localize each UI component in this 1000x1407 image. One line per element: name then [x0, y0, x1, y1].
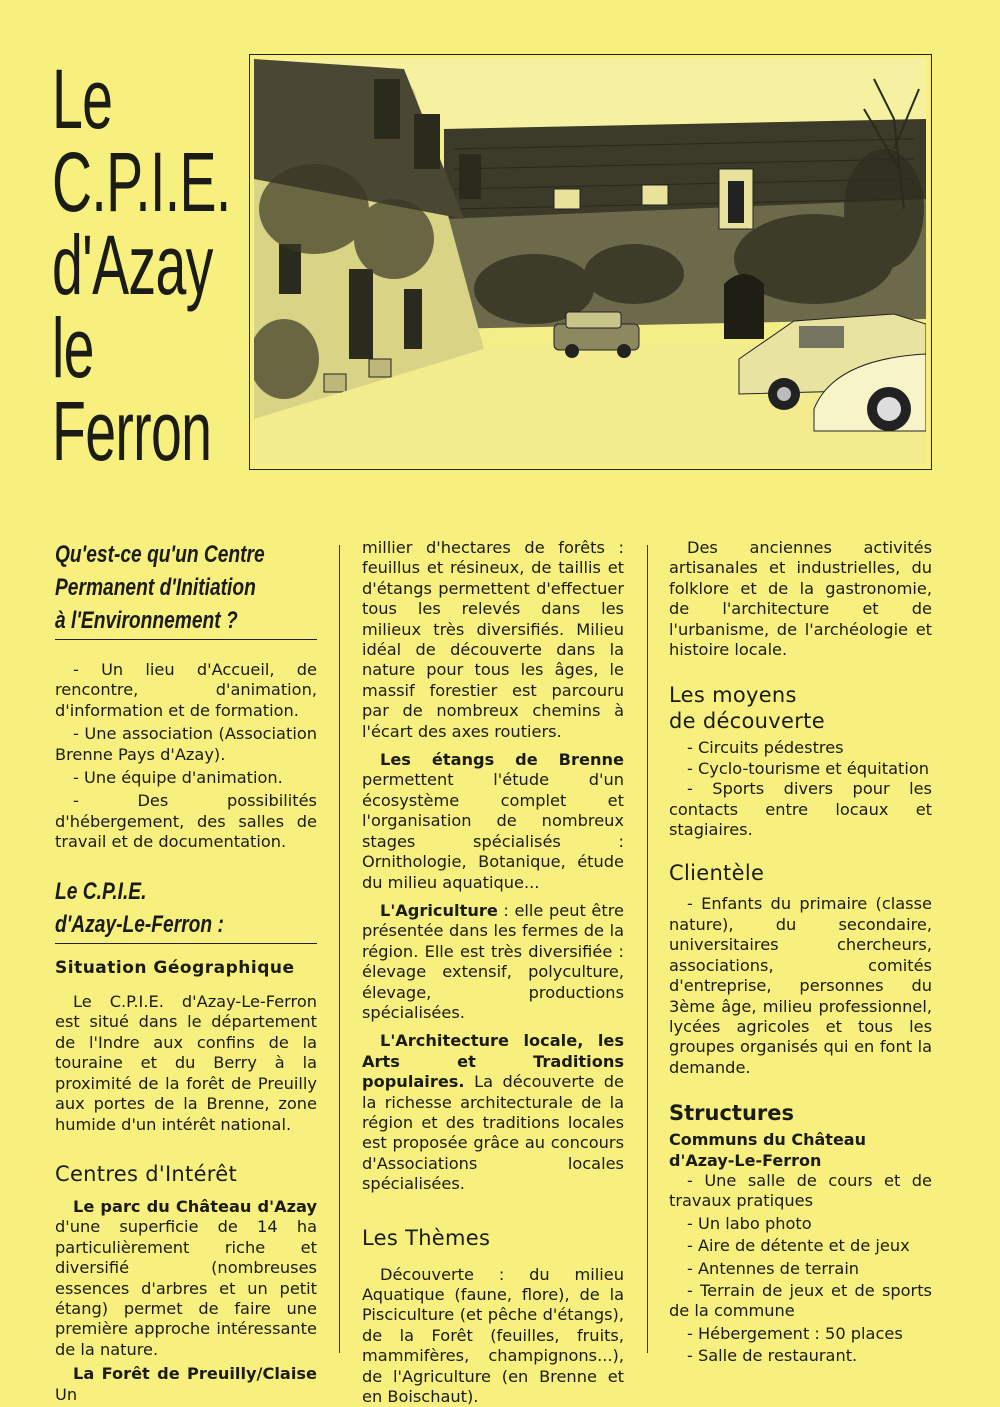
heading-line: d'Azay-Le-Ferron : — [55, 910, 224, 938]
title-line: Le — [52, 52, 113, 146]
agriculture-text: : elle peut être présentée dans les fermes de la région. Elle est très diversifiée : élevage extensif, polyculture, élevage, productions spécialisées. — [362, 900, 624, 1022]
etangs-bold: Les étangs de Brenne — [380, 750, 624, 770]
heading-line: Les moyens — [669, 683, 797, 708]
clientele-heading: Clientèle — [669, 861, 765, 886]
agriculture-paragraph — [362, 901, 624, 1023]
centres-heading: Centres d'Intérêt — [55, 1161, 238, 1186]
foret-continued: millier d'hectares de forêts : feuillus et résineux, de taillis et d'étangs permettent d'effectuer tous les relevés dans les milieux très diversifiés. Milieu idéal de découverte dans la nature pour tous les âges, le massif forestier est parcouru par de nombreux chemins à l'écart des axes routiers. — [362, 538, 624, 741]
list-item: - Des possibilités d'hébergement, des salles de travail et de documentation. — [55, 791, 317, 852]
title-line: d'Azay — [52, 218, 213, 312]
column-divider — [647, 545, 648, 1353]
heading-line: Qu'est-ce qu'un Centre — [55, 541, 265, 568]
chateau-courtyard-image — [254, 59, 926, 465]
title-line: C.P.I.E. — [52, 135, 231, 229]
subheading-line: Communs du Château — [669, 1130, 866, 1150]
definition-list — [55, 660, 317, 853]
title-line: Ferron — [52, 384, 212, 478]
situation-paragraph: Le C.P.I.E. d'Azay-Le-Ferron est situé dans le département de l'Indre aux confins de la touraine et du Berry à la proximité de la forêt de Preuilly aux portes de la Brenne, zone humide d'un intérêt national. — [55, 992, 317, 1134]
title-line: le — [52, 301, 94, 395]
list-item: - Terrain de jeux et de sports de la commune — [669, 1280, 932, 1321]
list-item: - Circuits pédestres — [687, 738, 844, 758]
list-item: - Sports divers pour les contacts entre locaux et stagiaires. — [669, 779, 932, 840]
activites-continued: Des anciennes activités artisanales et industrielles, du folklore et de la gastronomie, de l'architecture et de l'urbanisme, de l'archéologie et histoire locale. — [669, 538, 932, 660]
moyens-list — [669, 738, 932, 840]
foret-paragraph — [55, 1364, 317, 1405]
etangs-paragraph — [362, 750, 624, 893]
column-2 — [362, 538, 624, 1407]
list-item: - Une équipe d'animation. — [73, 768, 283, 788]
themes-paragraph: Découverte : du milieu Aquatique (faune, flore), de la Pisciculture (et pêche d'étangs), de la Forêt (feuilles, fruits, mammifères, champignons...), de l'Agriculture (en Brenne et en Boischaut). — [362, 1264, 624, 1407]
architecture-paragraph — [362, 1031, 624, 1194]
subheading-line: d'Azay-Le-Ferron — [669, 1150, 822, 1170]
column-1 — [55, 538, 317, 1405]
agriculture-bold: L'Agriculture — [380, 900, 498, 920]
list-item: - Salle de restaurant. — [687, 1346, 858, 1366]
clientele-paragraph: - Enfants du primaire (classe nature), du secondaire, universitaires chercheurs, associations, comités d'entreprise, personnes du 3ème âge, milieu professionnel, lycées agricoles et tous les groupes organisés qui en font la demande. — [669, 894, 932, 1077]
list-item: - Une salle de cours et de travaux pratiques — [669, 1170, 932, 1211]
etangs-text: permettent l'étude d'un écosystème complet et l'organisation de nombreux stages spécialisés : Ornithologie, Botanique, étude du milieu aquatique... — [362, 770, 624, 892]
parc-text: d'une superficie de 14 ha particulièrement riche et diversifié (nombreuses essences d'arbres et un petit étang) permet de faire une première approche intéressante de la nature. — [55, 1217, 317, 1359]
heading-line: Le C.P.I.E. — [55, 877, 147, 905]
list-item: - Aire de détente et de jeux — [687, 1236, 910, 1256]
heading-line: de découverte — [669, 709, 825, 734]
moyens-heading — [669, 682, 932, 734]
subheading-situation: Situation Géographique — [55, 957, 295, 978]
section-heading-cpie-azay — [55, 875, 317, 944]
list-item: - Un lieu d'Accueil, de rencontre, d'animation, d'information et de formation. — [55, 660, 317, 720]
parc-paragraph — [55, 1197, 317, 1360]
architecture-text: La découverte de la richesse architecturale de la région et des traditions locales est proposée grâce au concours d'Associations locales spécialisées. — [362, 1072, 624, 1194]
parc-bold: Le parc du Château d'Azay — [73, 1196, 317, 1216]
section-heading-cpie-definition — [55, 538, 317, 640]
column-3 — [669, 538, 932, 1367]
column-divider — [339, 545, 340, 1353]
foret-text: Un — [55, 1384, 78, 1404]
list-item: - Antennes de terrain — [687, 1258, 860, 1278]
heading-line: à l'Environnement ? — [55, 607, 238, 634]
foret-bold: La Forêt de Preuilly/Claise — [73, 1364, 317, 1384]
heading-line: Permanent d'Initiation — [55, 574, 256, 601]
structures-list — [669, 1171, 932, 1367]
list-item: - Hébergement : 50 places — [687, 1323, 903, 1343]
architecture-bold: L'Architecture locale, les Arts et Traditions populaires. — [362, 1031, 624, 1092]
chateau-photo — [249, 54, 932, 470]
list-item: - Un labo photo — [687, 1213, 812, 1233]
structures-heading: Structures — [669, 1101, 795, 1126]
themes-heading: Les Thèmes — [362, 1225, 491, 1250]
list-item: - Cyclo-tourisme et équitation — [687, 758, 929, 778]
structures-subheading — [669, 1130, 932, 1171]
page-title — [52, 52, 231, 478]
list-item: - Une association (Association Brenne Pays d'Azay). — [55, 724, 317, 764]
